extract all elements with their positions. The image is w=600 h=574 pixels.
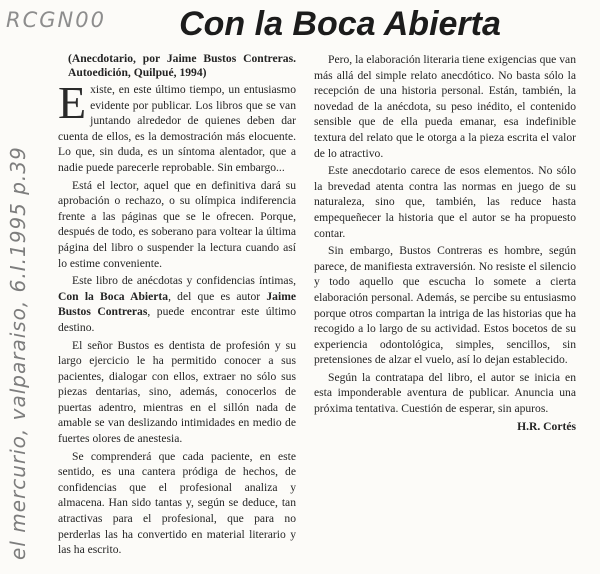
archive-code: RCGN00: [6, 8, 106, 32]
paragraph-7: Este anecdotario carece de esos elementos. No sólo la brevedad atenta contra las normas en juego de su naturaleza, sino que, también, las reduce hasta empequeñecer la historia que el autor se ha propuesto contar.: [314, 164, 576, 240]
paragraph-6: Pero, la elaboración literaria tiene exigencias que van más allá del simple relato anecdótico. No basta sólo la recepción de una historia personal. Están, también, la novedad de la anécdota, su peso inédito, el contenido sensible que de ella pueda emanar, esa indefinible textura del relato que le otorga a la pieza escrita el valor de lo atractivo.: [314, 53, 576, 160]
book-title: Con la Boca Abierta: [58, 289, 169, 303]
article-title: Con la Boca Abierta: [179, 5, 501, 43]
paragraph-8: Sin embargo, Bustos Contreras es hombre, según parece, de manifiesta extraversión. No resiste el silencio y todo aquello que escucha lo somete a cierta elaboración personal. Además, se percibe su entusiasmo porque otros compartan la intriga de las historias que ha recogido a lo largo de su actividad. Estos bocetos de su experiencia odontológica, simples, sencillos, sin pretensiones de alzar el vuelo, así lo dejan establecido.: [314, 244, 576, 367]
book-author: Jaime Bustos Contreras: [58, 289, 296, 319]
paragraph-3: Este libro de anécdotas y confidencias íntimas, Con la Boca Abierta, del que es autor Jaime Bustos Contreras, puede encontrar este último destino.: [58, 274, 296, 334]
paragraph-9: Según la contratapa del libro, el autor se inicia en esta imponderable aventura de publicar. Anuncia una próxima tentativa. Cuestión de esperar, sin apuros.: [314, 370, 576, 416]
right-column: [314, 52, 576, 436]
left-column: [58, 52, 296, 560]
paragraph-2: Está el lector, aquel que en definitiva dará su aprobación o rechazo, o su olímpica indiferencia frente a las páginas que se le ofrecen. Porque, después de todo, es soberano para voltear la última página del libro o suspender la lectura cuando así lo estime conveniente.: [58, 178, 296, 270]
paragraph-4: El señor Bustos es dentista de profesión y su largo ejercicio le ha permitido conocer a sus pacientes, dialogar con ellos, extraer no sólo sus piezas dentarias, sino, además, conocerlos de puertas adentro, mientras en el sillón nada de amable se van deslizando intimidades en medio de fuertes olores de anestesia.: [58, 338, 296, 446]
drop-cap: E: [58, 77, 87, 128]
paragraph-5: Se comprenderá que cada paciente, en este sentido, es una cantera pródiga de hechos, de confidencias que el profesional analiza y almacena. Han sido tantas y, según se deduce, tan atractivas para el profesional, que para no perderlas las ha convertido en material literario y las ha escrito.: [58, 449, 296, 557]
article-subtitle: (Anecdotario, por Jaime Bustos Contreras. Autoedición, Quilpué, 1994): [68, 52, 296, 79]
paragraph-1: Existe, en este último tiempo, un entusiasmo evidente por publicar. Los libros que se van juntando alrededor de quienes deben dar cuenta de ellos, es la demostración más elocuente. Lo que, sin duda, es un síntoma alentador, que a nadie puede parecerle reprobable. Sin embargo...: [58, 77, 296, 174]
author-signature: H.R. Cortés: [517, 419, 576, 433]
margin-note: el mercurio, valparaiso, 6.I.1995 p.39: [6, 146, 30, 560]
